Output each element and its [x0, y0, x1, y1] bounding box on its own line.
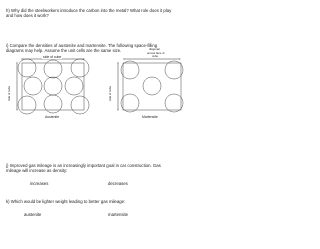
martensite-diagram [118, 59, 183, 112]
atom-corner-bl [18, 96, 36, 114]
martensite-top-label-line2: across face of [147, 50, 165, 55]
martensite-cell-outline [123, 63, 181, 110]
option-martensite[interactable]: martensite [108, 212, 129, 217]
atom-edge-bottom [44, 95, 62, 113]
austenite-top-label: side of cube [43, 55, 62, 59]
martensite-side-label: side of cube [108, 85, 112, 101]
question-i-line2: diagrams may help. Assume the unit cells are the same size. [6, 48, 122, 53]
atom-corner-tr [165, 61, 183, 79]
austenite-side-label: side of cube [7, 85, 11, 101]
atom-edge-left [24, 77, 42, 95]
martensite-top-label-line1: diagonal [149, 47, 160, 51]
atom-corner-br [165, 94, 183, 112]
option-decreases[interactable]: decreases [108, 181, 128, 186]
option-austenite[interactable]: austenite [24, 212, 42, 217]
option-increases[interactable]: increases [30, 181, 49, 186]
atom-corner-br [71, 96, 89, 114]
martensite-top-label-line3: cube [152, 54, 159, 58]
atom-edge-right [65, 77, 83, 95]
question-h-line1: h) Why did the steelworkers introduce the carbon into the metal? What role does it play [6, 8, 172, 13]
atom-corner-tl [18, 59, 36, 77]
atom-corner-tr [71, 59, 89, 77]
atom-corner-bl [121, 94, 139, 112]
question-j-line1: j) Improved gas mileage is an increasingly important goal in car construction. Gas [6, 163, 161, 168]
question-j-line2: mileage will increase as density: [6, 168, 68, 173]
austenite-caption: Austenite [45, 115, 60, 119]
martensite-caption: Martensite [142, 115, 158, 119]
austenite-diagram [17, 59, 89, 114]
atom-center [143, 77, 161, 95]
atom-center [44, 77, 62, 95]
atom-edge-top [44, 60, 62, 78]
question-i-line1: i) Compare the densities of austenite and martensite. The following space-filling [6, 43, 158, 48]
question-h-line2: and how does it work? [6, 13, 49, 18]
question-k-line1: k) Which would be lighter weight leading to better gas mileage: [6, 199, 126, 204]
austenite-cell-outline [22, 63, 84, 110]
atom-corner-tl [121, 61, 139, 79]
